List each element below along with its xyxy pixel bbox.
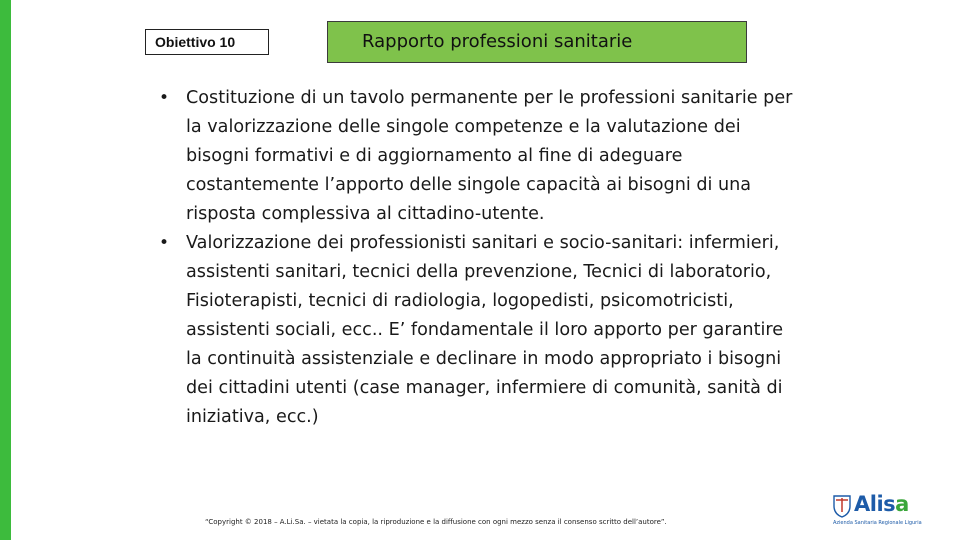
logo-subtitle: Azienda Sanitaria Regionale Liguria bbox=[833, 520, 922, 526]
bullet-dot: • bbox=[159, 233, 170, 253]
bullet-text: Valorizzazione dei professionisti sanitari e socio-sanitari: infermieri, assistenti sanitari, tecnici della prevenzione, Tecnici di laboratorio, Fisioterapisti, tecnici di radiologia, logopedisti, psicomotricisti, assistenti sociali, ecc.. E’ fondamentale il loro apporto per garantire la continuità assistenziale e declinare in modo appropriato i bisogni dei cittadini utenti (case manager, infermiere di comunità, sanità di iniziativa, ecc.) bbox=[186, 233, 784, 427]
bullet-list bbox=[159, 84, 799, 432]
bullet-text: Costituzione di un tavolo permanente per le professioni sanitarie per la valorizzazione delle singole competenze e la valutazione dei bisogni formativi e di aggiornamento al fine di adeguare costantemente l’apporto delle singole capacità ai bisogni di una risposta complessiva al cittadino-utente. bbox=[186, 88, 793, 224]
bullet-item bbox=[159, 84, 799, 229]
logo-emblem-icon bbox=[832, 494, 852, 518]
left-accent-bar bbox=[0, 0, 11, 540]
slide-title: Rapporto professioni sanitarie bbox=[327, 21, 747, 63]
objective-label: Obiettivo 10 bbox=[145, 29, 269, 55]
copyright-footer: “Copyright © 2018 – A.Li.Sa. – vietata la copia, la riproduzione e la diffusione con ogni mezzo senza il consenso scritto dell’autore”. bbox=[205, 518, 667, 526]
logo-wordmark: Alisa bbox=[854, 492, 909, 516]
bullet-dot: • bbox=[159, 88, 170, 108]
bullet-item bbox=[159, 229, 799, 432]
alisa-logo bbox=[830, 492, 930, 532]
